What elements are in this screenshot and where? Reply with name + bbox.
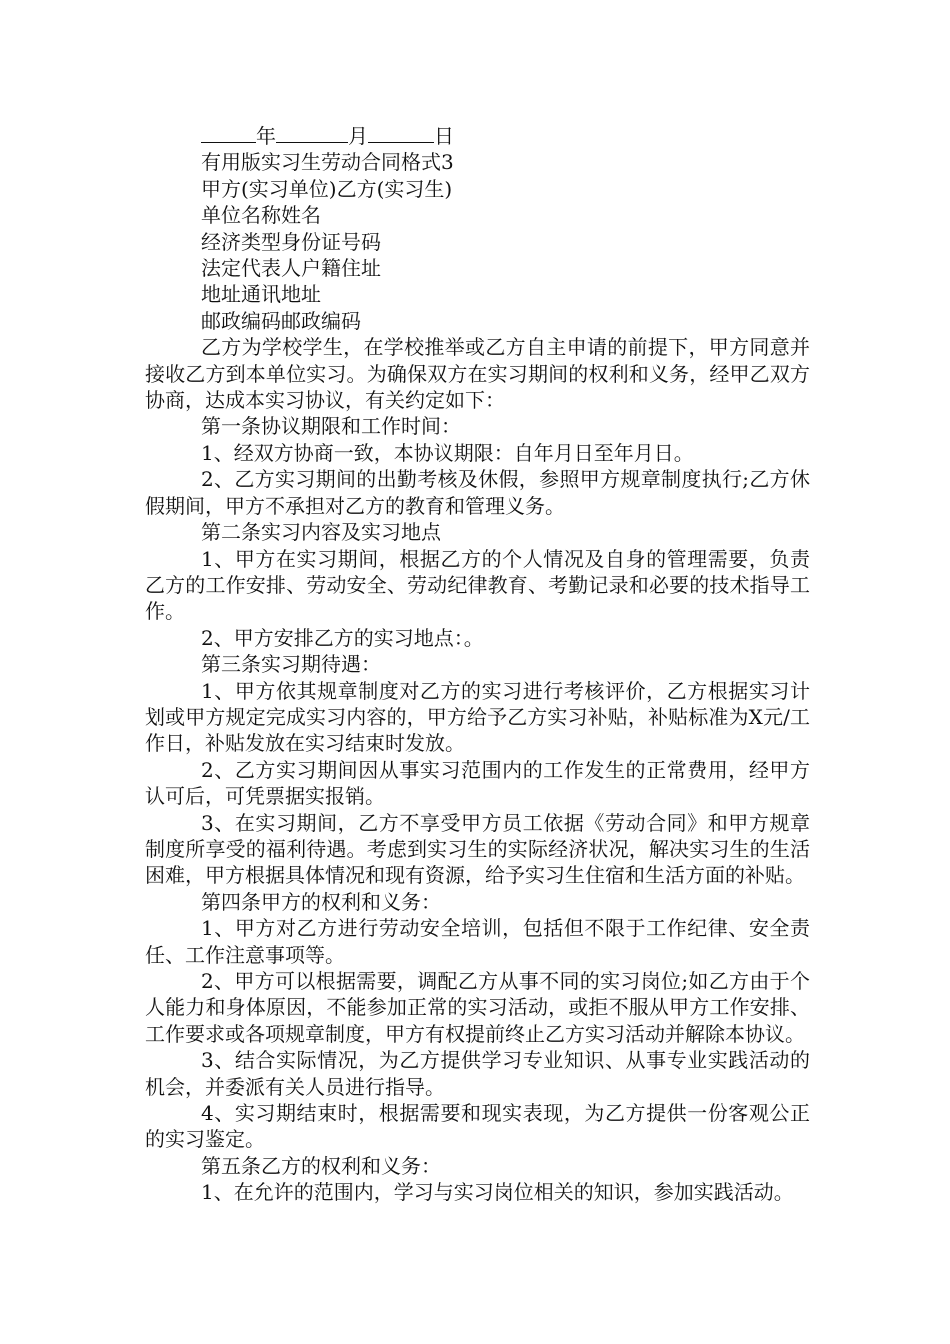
article-2-clause-2: 2、甲方安排乙方的实习地点：。 <box>201 625 484 650</box>
info-line-name: 单位名称姓名 <box>201 203 321 228</box>
document-body <box>145 122 810 1206</box>
article-1-clause-1: 1、经双方协商一致，本协议期限：自年月日至年月日。 <box>201 440 694 465</box>
day-blank <box>368 122 434 143</box>
article-5-heading: 第五条乙方的权利和义务： <box>201 1153 441 1178</box>
article-2-clause-1: 1、甲方在实习期间，根据乙方的个人情况及自身的管理需要，负责乙方的工作安排、劳动安全、劳动纪律教育、考勤记录和必要的技术指导工作。 <box>145 546 810 624</box>
article-3-clause-3: 3、在实习期间，乙方不享受甲方员工依据《劳动合同》和甲方规章制度所享受的福利待遇。考虑到实习生的实际经济状况，解决实习生的生活困难，甲方根据具体情况和现有资源，给予实习生住宿和生活方面的补贴。 <box>145 810 810 888</box>
article-4-clause-4: 4、实习期结束时，根据需要和现实表现，为乙方提供一份客观公正的实习鉴定。 <box>145 1101 810 1152</box>
article-4-clause-2: 2、甲方可以根据需要，调配乙方从事不同的实习岗位;如乙方由于个人能力和身体原因，不能参加正常的实习活动，或拒不服从甲方工作安排、工作要求或各项规章制度，甲方有权提前终止乙方实习活动并解除本协议。 <box>145 969 810 1046</box>
day-label: 日 <box>434 124 454 148</box>
article-3-heading: 第三条实习期待遇： <box>201 652 381 677</box>
info-line-postcode: 邮政编码邮政编码 <box>201 308 361 333</box>
year-blank <box>201 122 256 143</box>
intro-paragraph: 乙方为学校学生，在学校推举或乙方自主申请的前提下，甲方同意并接收乙方到本单位实习。为确保双方在实习期间的权利和义务，经甲乙双方协商，达成本实习协议，有关约定如下： <box>145 335 810 413</box>
info-line-representative: 法定代表人户籍住址 <box>201 256 381 281</box>
info-line-address: 地址通讯地址 <box>201 282 321 307</box>
article-3-clause-2: 2、乙方实习期间因从事实习范围内的工作发生的正常费用，经甲方认可后，可凭票据实报销。 <box>145 757 810 809</box>
parties-line: 甲方(实习单位)乙方(实习生) <box>201 176 453 201</box>
article-4-clause-1: 1、甲方对乙方进行劳动安全培训，包括但不限于工作纪律、安全责任、工作注意事项等。 <box>145 916 810 967</box>
article-1-heading: 第一条协议期限和工作时间： <box>201 414 461 439</box>
month-blank <box>276 122 348 143</box>
document-title: 有用版实习生劳动合同格式3 <box>201 150 454 175</box>
article-5-clause-1: 1、在允许的范围内，学习与实习岗位相关的知识，参加实践活动。 <box>201 1180 794 1205</box>
article-4-heading: 第四条甲方的权利和义务： <box>201 889 441 914</box>
month-label: 月 <box>348 124 368 148</box>
article-3-clause-1: 1、甲方依其规章制度对乙方的实习进行考核评价，乙方根据实习计划或甲方规定完成实习内容的，甲方给予乙方实习补贴，补贴标准为X元/工作日，补贴发放在实习结束时发放。 <box>145 678 810 756</box>
date-line <box>145 122 810 149</box>
article-4-clause-3: 3、结合实际情况，为乙方提供学习专业知识、从事专业实践活动的机会，并委派有关人员进行指导。 <box>145 1048 810 1099</box>
info-line-type: 经济类型身份证号码 <box>201 229 381 254</box>
year-label: 年 <box>256 124 276 148</box>
article-2-heading: 第二条实习内容及实习地点 <box>201 520 441 545</box>
article-1-clause-2: 2、乙方实习期间的出勤考核及休假，参照甲方规章制度执行;乙方休假期间，甲方不承担对乙方的教育和管理义务。 <box>145 467 810 518</box>
